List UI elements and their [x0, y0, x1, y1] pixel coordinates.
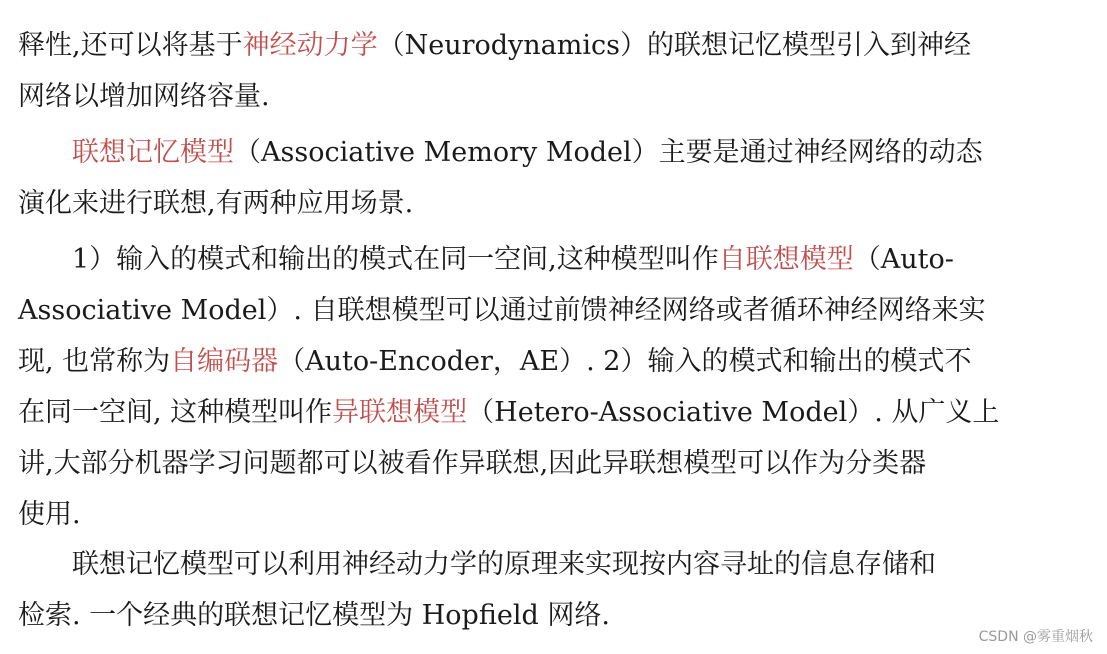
highlighted-term: 异联想模型: [332, 397, 468, 428]
paragraph-associative-memory: [18, 127, 1076, 229]
text-run: 联想记忆模型可以利用神经动力学的原理来实现按内容寻址的信息存储和: [18, 549, 936, 580]
text-run: 检索. 一个经典的联想记忆模型为 Hopfield 网络.: [18, 600, 610, 631]
watermark: CSDN @雾重烟秋: [978, 629, 1093, 645]
text-run: （Auto-: [853, 244, 954, 275]
text-run: 在同一空间, 这种模型叫作: [18, 397, 333, 428]
highlighted-term: 自编码器: [170, 346, 279, 377]
text-run: （Hetero-Associative Model）. 从广义上: [467, 397, 1000, 428]
paragraph-application-scenarios: [18, 234, 1076, 540]
text-run: （Auto-Encoder，AE）. 2）输入的模式和输出的模式不: [278, 346, 972, 377]
highlighted-term: 联想记忆模型: [72, 137, 234, 168]
paragraph-hopfield: [18, 539, 1076, 641]
text-line: [18, 178, 1076, 229]
text-run: （Neurodynamics）的联想记忆模型引入到神经: [377, 30, 971, 61]
text-run: [18, 137, 72, 168]
text-run: 释性,还可以将基于: [18, 30, 243, 61]
text-run: 1）输入的模式和输出的模式在同一空间,这种模型叫作: [18, 244, 719, 275]
text-line: [18, 127, 1076, 178]
highlighted-term: 自联想模型: [718, 244, 854, 275]
text-line: [18, 438, 1076, 489]
text-run: 使用.: [18, 499, 81, 530]
text-line: [18, 590, 1076, 641]
text-run: Associative Model）. 自联想模型可以通过前馈神经网络或者循环神经网络来实: [18, 295, 986, 326]
text-line: [18, 71, 1076, 122]
paragraph-neurodynamics: [18, 20, 1076, 122]
text-line: [18, 387, 1076, 438]
text-line: [18, 539, 1076, 590]
text-line: [18, 234, 1076, 285]
text-run: 现, 也常称为: [18, 346, 171, 377]
text-run: （Associative Memory Model）主要是通过神经网络的动态: [234, 137, 983, 168]
text-run: 网络以增加网络容量.: [18, 81, 270, 112]
text-line: [18, 285, 1076, 336]
text-line: [18, 489, 1076, 540]
text-run: 讲,大部分机器学习问题都可以被看作异联想,因此异联想模型可以作为分类器: [18, 448, 927, 479]
text-line: [18, 336, 1076, 387]
text-run: 演化来进行联想,有两种应用场景.: [18, 188, 414, 219]
highlighted-term: 神经动力学: [242, 30, 378, 61]
text-line: [18, 20, 1076, 71]
